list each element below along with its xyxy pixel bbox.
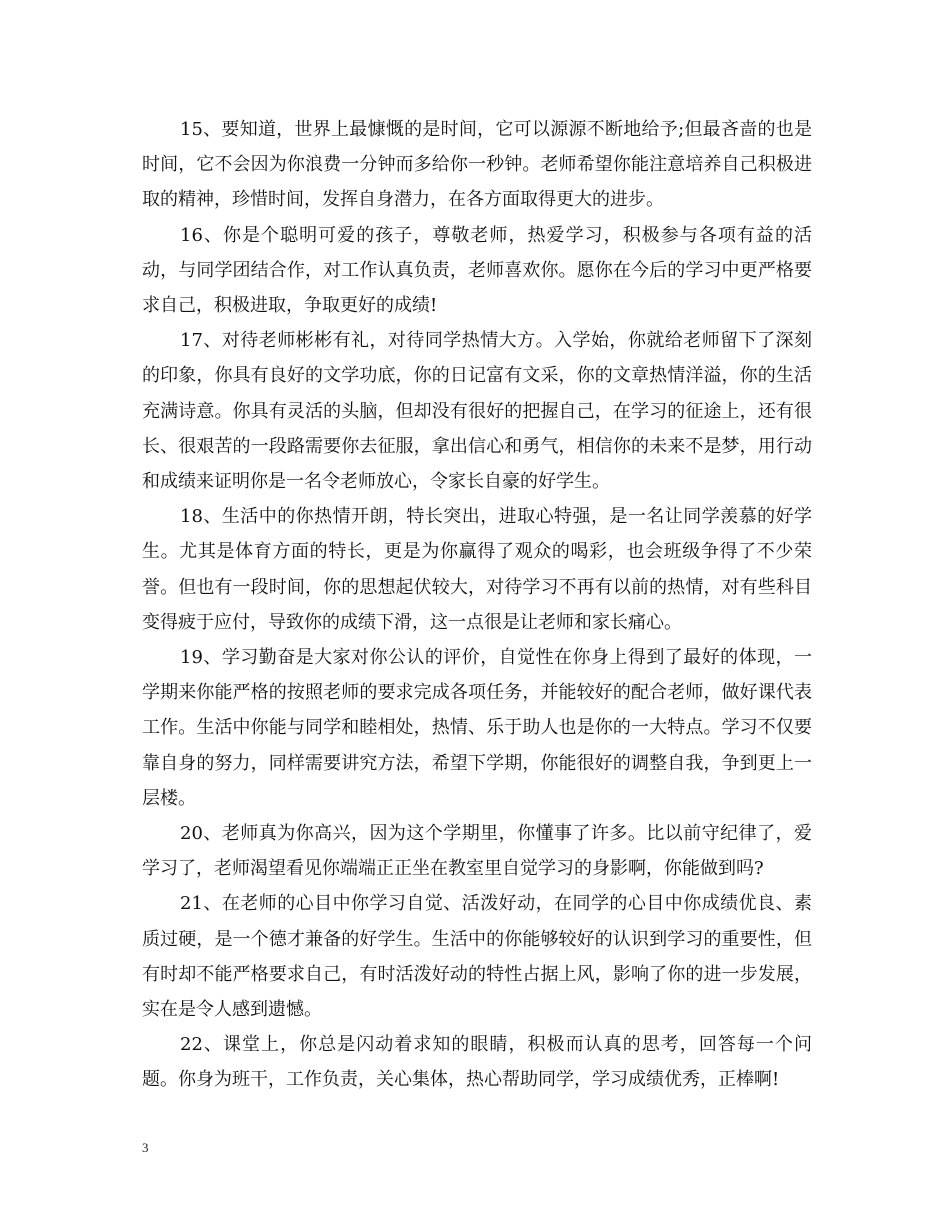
paragraph-21: 21、在老师的心目中你学习自觉、活泼好动，在同学的心目中你成绩优良、素质过硬，是一个德才兼备的好学生。生活中的你能够较好的认识到学习的重要性，但有时却不能严格要求自己，有时活泼好动的特性占据上风，影响了你的进一步发展，实在是令人感到遗憾。: [142, 893, 812, 1021]
paragraph-20: 20、老师真为你高兴，因为这个学期里，你懂事了许多。比以前守纪律了，爱学习了，老师渴望看见你端端正正坐在教室里自觉学习的身影啊，你能做到吗?: [142, 823, 812, 880]
paragraph-19: 19、学习勤奋是大家对你公认的评价，自觉性在你身上得到了最好的体现，一学期来你能严格的按照老师的要求完成各项任务，并能较好的配合老师，做好课代表工作。生活中你能与同学和睦相处，热情、乐于助人也是你的一大特点。学习不仅要靠自身的努力，同样需要讲究方法，希望下学期，你能很好的调整自我，争到更上一层楼。: [142, 647, 812, 809]
paragraph-18: 18、生活中的你热情开朗，特长突出，进取心特强，是一名让同学羡慕的好学生。尤其是体育方面的特长，更是为你赢得了观众的喝彩，也会班级争得了不少荣誉。但也有一段时间，你的思想起伏较大，对待学习不再有以前的热情，对有些科目变得疲于应付，导致你的成绩下滑，这一点很是让老师和家长痛心。: [142, 506, 812, 633]
paragraph-15: 15、要知道，世界上最慷慨的是时间，它可以源源不断地给予;但最吝啬的也是时间，它不会因为你浪费一分钟而多给你一秒钟。老师希望你能注意培养自己积极进取的精神，珍惜时间，发挥自身潜力，在各方面取得更大的进步。: [142, 119, 812, 211]
paragraph-22: 22、课堂上，你总是闪动着求知的眼睛，积极而认真的思考，回答每一个问题。你身为班干，工作负责，关心集体，热心帮助同学，学习成绩优秀，正棒啊!: [142, 1034, 812, 1091]
page-number: 3: [142, 1140, 149, 1155]
paragraph-16: 16、你是个聪明可爱的孩子，尊敬老师，热爱学习，积极参与各项有益的活动，与同学团结合作，对工作认真负责，老师喜欢你。愿你在今后的学习中更严格要求自己，积极进取，争取更好的成绩!: [142, 224, 812, 317]
paragraph-17: 17、对待老师彬彬有礼，对待同学热情大方。入学始，你就给老师留下了深刻的印象，你具有良好的文学功底，你的日记富有文采，你的文章热情洋溢，你的生活充满诗意。你具有灵活的头脑，但却没有很好的把握自己，在学习的征途上，还有很长、很艰苦的一段路需要你去征服，拿出信心和勇气，相信你的未来不是梦，用行动和成绩来证明你是一名令老师放心，令家长自豪的好学生。: [142, 330, 812, 493]
document-body: [142, 112, 812, 1098]
